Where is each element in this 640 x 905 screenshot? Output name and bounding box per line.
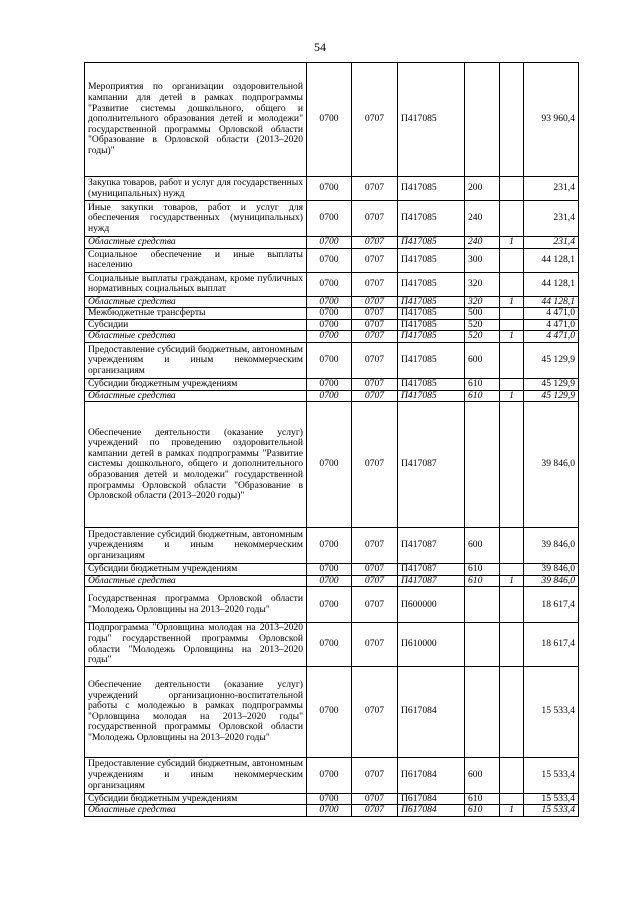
row-name: Субсидии бюджетным учреждениям bbox=[85, 564, 307, 576]
table-row bbox=[85, 793, 579, 805]
row-section-code: 0700 bbox=[307, 342, 352, 378]
table-row bbox=[85, 587, 579, 623]
table-row bbox=[85, 528, 579, 564]
row-funding-source: 1 bbox=[500, 575, 524, 587]
row-section-code: 0700 bbox=[307, 390, 352, 402]
table-row bbox=[85, 757, 579, 793]
row-section-code: 0700 bbox=[307, 177, 352, 201]
row-section-code: 0700 bbox=[307, 666, 352, 757]
row-section-code: 0700 bbox=[307, 587, 352, 623]
row-subsection-code: 0707 bbox=[352, 757, 398, 793]
row-expense-type: 610 bbox=[465, 793, 500, 805]
row-target-article: П617084 bbox=[398, 666, 465, 757]
row-funding-source: 1 bbox=[500, 331, 524, 343]
row-section-code: 0700 bbox=[307, 319, 352, 331]
row-name: Областные средства bbox=[85, 390, 307, 402]
row-amount: 231,4 bbox=[524, 177, 579, 201]
row-name: Межбюджетные трансферты bbox=[85, 308, 307, 320]
row-funding-source: 1 bbox=[500, 296, 524, 308]
row-section-code: 0700 bbox=[307, 237, 352, 249]
table-row bbox=[85, 248, 579, 272]
row-section-code: 0700 bbox=[307, 63, 352, 177]
row-funding-source bbox=[500, 666, 524, 757]
row-expense-type bbox=[465, 63, 500, 177]
row-amount: 4 471,0 bbox=[524, 308, 579, 320]
table-row-regional-funds bbox=[85, 390, 579, 402]
row-subsection-code: 0707 bbox=[352, 63, 398, 177]
row-funding-source bbox=[500, 587, 524, 623]
table-row-regional-funds bbox=[85, 296, 579, 308]
row-subsection-code: 0707 bbox=[352, 296, 398, 308]
row-section-code: 0700 bbox=[307, 623, 352, 666]
row-funding-source bbox=[500, 623, 524, 666]
row-amount: 4 471,0 bbox=[524, 331, 579, 343]
row-expense-type bbox=[465, 402, 500, 528]
row-subsection-code: 0707 bbox=[352, 623, 398, 666]
row-name: Субсидии бюджетным учреждениям bbox=[85, 378, 307, 390]
row-target-article: П417085 bbox=[398, 342, 465, 378]
row-subsection-code: 0707 bbox=[352, 201, 398, 237]
row-target-article: П417087 bbox=[398, 564, 465, 576]
row-funding-source bbox=[500, 564, 524, 576]
row-subsection-code: 0707 bbox=[352, 666, 398, 757]
row-target-article: П417085 bbox=[398, 331, 465, 343]
row-amount: 15 533,4 bbox=[524, 793, 579, 805]
row-target-article: П417087 bbox=[398, 575, 465, 587]
table-row bbox=[85, 564, 579, 576]
row-target-article: П417087 bbox=[398, 402, 465, 528]
row-section-code: 0700 bbox=[307, 793, 352, 805]
row-amount: 93 960,4 bbox=[524, 63, 579, 177]
row-expense-type: 610 bbox=[465, 564, 500, 576]
row-funding-source bbox=[500, 402, 524, 528]
row-amount: 39 846,0 bbox=[524, 564, 579, 576]
row-target-article: П417085 bbox=[398, 319, 465, 331]
row-amount: 18 617,4 bbox=[524, 587, 579, 623]
table-row-regional-funds bbox=[85, 575, 579, 587]
table-row bbox=[85, 623, 579, 666]
row-subsection-code: 0707 bbox=[352, 342, 398, 378]
row-amount: 45 129,9 bbox=[524, 378, 579, 390]
row-section-code: 0700 bbox=[307, 296, 352, 308]
row-funding-source bbox=[500, 248, 524, 272]
row-name: Областные средства bbox=[85, 331, 307, 343]
row-funding-source bbox=[500, 342, 524, 378]
row-name: Государственная программа Орловской области "Молодежь Орловщины на 2013–2020 годы" bbox=[85, 587, 307, 623]
page-number: 54 bbox=[314, 40, 326, 54]
row-name: Субсидии bbox=[85, 319, 307, 331]
row-expense-type: 300 bbox=[465, 248, 500, 272]
row-subsection-code: 0707 bbox=[352, 805, 398, 817]
table-row bbox=[85, 666, 579, 757]
row-target-article: П617084 bbox=[398, 805, 465, 817]
table-row-regional-funds bbox=[85, 805, 579, 817]
row-name: Мероприятия по организации оздоровительной кампании для детей в рамках подпрограммы "Развитие системы дошкольного, общего и дополнительного образования детей и молодежи" государственной программы Орловской области "Образование в Орловской области (2013–2020 годы)" bbox=[85, 63, 307, 177]
row-expense-type: 320 bbox=[465, 296, 500, 308]
row-name: Предоставление субсидий бюджетным, автономным учреждениям и иным некоммерческим организациям bbox=[85, 342, 307, 378]
row-funding-source bbox=[500, 378, 524, 390]
row-subsection-code: 0707 bbox=[352, 237, 398, 249]
row-subsection-code: 0707 bbox=[352, 331, 398, 343]
row-section-code: 0700 bbox=[307, 378, 352, 390]
row-amount: 4 471,0 bbox=[524, 319, 579, 331]
row-funding-source: 1 bbox=[500, 805, 524, 817]
row-subsection-code: 0707 bbox=[352, 564, 398, 576]
row-subsection-code: 0707 bbox=[352, 793, 398, 805]
row-funding-source: 1 bbox=[500, 237, 524, 249]
row-section-code: 0700 bbox=[307, 757, 352, 793]
table-row bbox=[85, 378, 579, 390]
row-expense-type bbox=[465, 623, 500, 666]
row-target-article: П417085 bbox=[398, 248, 465, 272]
table-row-regional-funds bbox=[85, 237, 579, 249]
row-expense-type: 240 bbox=[465, 201, 500, 237]
row-amount: 44 128,1 bbox=[524, 272, 579, 296]
table-row bbox=[85, 319, 579, 331]
row-expense-type: 610 bbox=[465, 575, 500, 587]
row-expense-type: 600 bbox=[465, 757, 500, 793]
row-name: Закупка товаров, работ и услуг для государственных (муниципальных) нужд bbox=[85, 177, 307, 201]
row-name: Обеспечение деятельности (оказание услуг) учреждений организационно-воспитательной работы с молодежью в рамках подпрограммы "Орловщина молодая на 2013–2020 годы" государственной программы Орловской области "Молодежь Орловщины на 2013–2020 годы" bbox=[85, 666, 307, 757]
row-section-code: 0700 bbox=[307, 331, 352, 343]
row-subsection-code: 0707 bbox=[352, 177, 398, 201]
row-name: Областные средства bbox=[85, 237, 307, 249]
row-section-code: 0700 bbox=[307, 575, 352, 587]
row-expense-type: 600 bbox=[465, 528, 500, 564]
row-amount: 39 846,0 bbox=[524, 528, 579, 564]
row-funding-source bbox=[500, 63, 524, 177]
row-amount: 15 533,4 bbox=[524, 666, 579, 757]
row-amount: 45 129,9 bbox=[524, 342, 579, 378]
row-subsection-code: 0707 bbox=[352, 319, 398, 331]
row-name: Социальные выплаты гражданам, кроме публичных нормативных социальных выплат bbox=[85, 272, 307, 296]
table-row bbox=[85, 308, 579, 320]
row-name: Обеспечение деятельности (оказание услуг) учреждений по проведению оздоровительной кампании детей в рамках подпрограммы "Развитие системы дошкольного, общего и дополнительного образования детей и молодежи" государственной программы Орловской области "Образование в Орловской области (2013–2020 годы)" bbox=[85, 402, 307, 528]
row-target-article: П417085 bbox=[398, 296, 465, 308]
row-target-article: П417085 bbox=[398, 308, 465, 320]
row-amount: 18 617,4 bbox=[524, 623, 579, 666]
row-name: Областные средства bbox=[85, 805, 307, 817]
row-target-article: П417085 bbox=[398, 390, 465, 402]
table-row bbox=[85, 63, 579, 177]
row-expense-type: 520 bbox=[465, 331, 500, 343]
row-expense-type: 600 bbox=[465, 342, 500, 378]
row-subsection-code: 0707 bbox=[352, 390, 398, 402]
row-subsection-code: 0707 bbox=[352, 272, 398, 296]
row-section-code: 0700 bbox=[307, 564, 352, 576]
row-funding-source bbox=[500, 272, 524, 296]
row-expense-type: 500 bbox=[465, 308, 500, 320]
row-target-article: П600000 bbox=[398, 587, 465, 623]
row-amount: 15 533,4 bbox=[524, 757, 579, 793]
row-section-code: 0700 bbox=[307, 272, 352, 296]
row-expense-type: 610 bbox=[465, 805, 500, 817]
row-funding-source bbox=[500, 757, 524, 793]
row-funding-source bbox=[500, 308, 524, 320]
row-expense-type: 520 bbox=[465, 319, 500, 331]
row-target-article: П417085 bbox=[398, 378, 465, 390]
row-amount: 231,4 bbox=[524, 237, 579, 249]
row-amount: 44 128,1 bbox=[524, 248, 579, 272]
row-amount: 39 846,0 bbox=[524, 575, 579, 587]
table-row bbox=[85, 177, 579, 201]
row-amount: 15 533,4 bbox=[524, 805, 579, 817]
table-row bbox=[85, 402, 579, 528]
row-name: Предоставление субсидий бюджетным, автономным учреждениям и иным некоммерческим организациям bbox=[85, 757, 307, 793]
row-subsection-code: 0707 bbox=[352, 308, 398, 320]
row-name: Областные средства bbox=[85, 296, 307, 308]
row-subsection-code: 0707 bbox=[352, 528, 398, 564]
row-expense-type bbox=[465, 587, 500, 623]
row-amount: 39 846,0 bbox=[524, 402, 579, 528]
row-target-article: П417085 bbox=[398, 272, 465, 296]
row-funding-source bbox=[500, 319, 524, 331]
row-funding-source bbox=[500, 201, 524, 237]
row-section-code: 0700 bbox=[307, 805, 352, 817]
row-subsection-code: 0707 bbox=[352, 248, 398, 272]
row-name: Субсидии бюджетным учреждениям bbox=[85, 793, 307, 805]
table-row bbox=[85, 342, 579, 378]
table-row bbox=[85, 272, 579, 296]
row-subsection-code: 0707 bbox=[352, 587, 398, 623]
row-subsection-code: 0707 bbox=[352, 378, 398, 390]
row-target-article: П417085 bbox=[398, 201, 465, 237]
row-funding-source bbox=[500, 177, 524, 201]
row-name: Социальное обеспечение и иные выплаты населению bbox=[85, 248, 307, 272]
row-target-article: П617084 bbox=[398, 757, 465, 793]
row-name: Областные средства bbox=[85, 575, 307, 587]
budget-table-body bbox=[85, 63, 579, 817]
table-row-regional-funds bbox=[85, 331, 579, 343]
row-target-article: П617084 bbox=[398, 793, 465, 805]
row-name: Иные закупки товаров, работ и услуг для обеспечения государственных (муниципальных) нужд bbox=[85, 201, 307, 237]
table-row bbox=[85, 201, 579, 237]
row-name: Предоставление субсидий бюджетным, автономным учреждениям и иным некоммерческим организациям bbox=[85, 528, 307, 564]
row-target-article: П417085 bbox=[398, 177, 465, 201]
row-expense-type bbox=[465, 666, 500, 757]
row-target-article: П417087 bbox=[398, 528, 465, 564]
row-funding-source: 1 bbox=[500, 390, 524, 402]
row-expense-type: 320 bbox=[465, 272, 500, 296]
row-section-code: 0700 bbox=[307, 528, 352, 564]
row-section-code: 0700 bbox=[307, 402, 352, 528]
budget-table bbox=[84, 62, 579, 817]
row-section-code: 0700 bbox=[307, 308, 352, 320]
row-funding-source bbox=[500, 793, 524, 805]
row-amount: 44 128,1 bbox=[524, 296, 579, 308]
row-target-article: П417085 bbox=[398, 63, 465, 177]
row-amount: 45 129,9 bbox=[524, 390, 579, 402]
row-name: Подпрограмма "Орловщина молодая на 2013–2020 годы" государственной программы Орловской области "Молодежь Орловщины на 2013–2020 годы" bbox=[85, 623, 307, 666]
row-expense-type: 240 bbox=[465, 237, 500, 249]
row-section-code: 0700 bbox=[307, 201, 352, 237]
row-subsection-code: 0707 bbox=[352, 402, 398, 528]
row-target-article: П610000 bbox=[398, 623, 465, 666]
row-funding-source bbox=[500, 528, 524, 564]
row-target-article: П417085 bbox=[398, 237, 465, 249]
row-subsection-code: 0707 bbox=[352, 575, 398, 587]
row-expense-type: 610 bbox=[465, 378, 500, 390]
row-expense-type: 610 bbox=[465, 390, 500, 402]
row-amount: 231,4 bbox=[524, 201, 579, 237]
row-expense-type: 200 bbox=[465, 177, 500, 201]
row-section-code: 0700 bbox=[307, 248, 352, 272]
